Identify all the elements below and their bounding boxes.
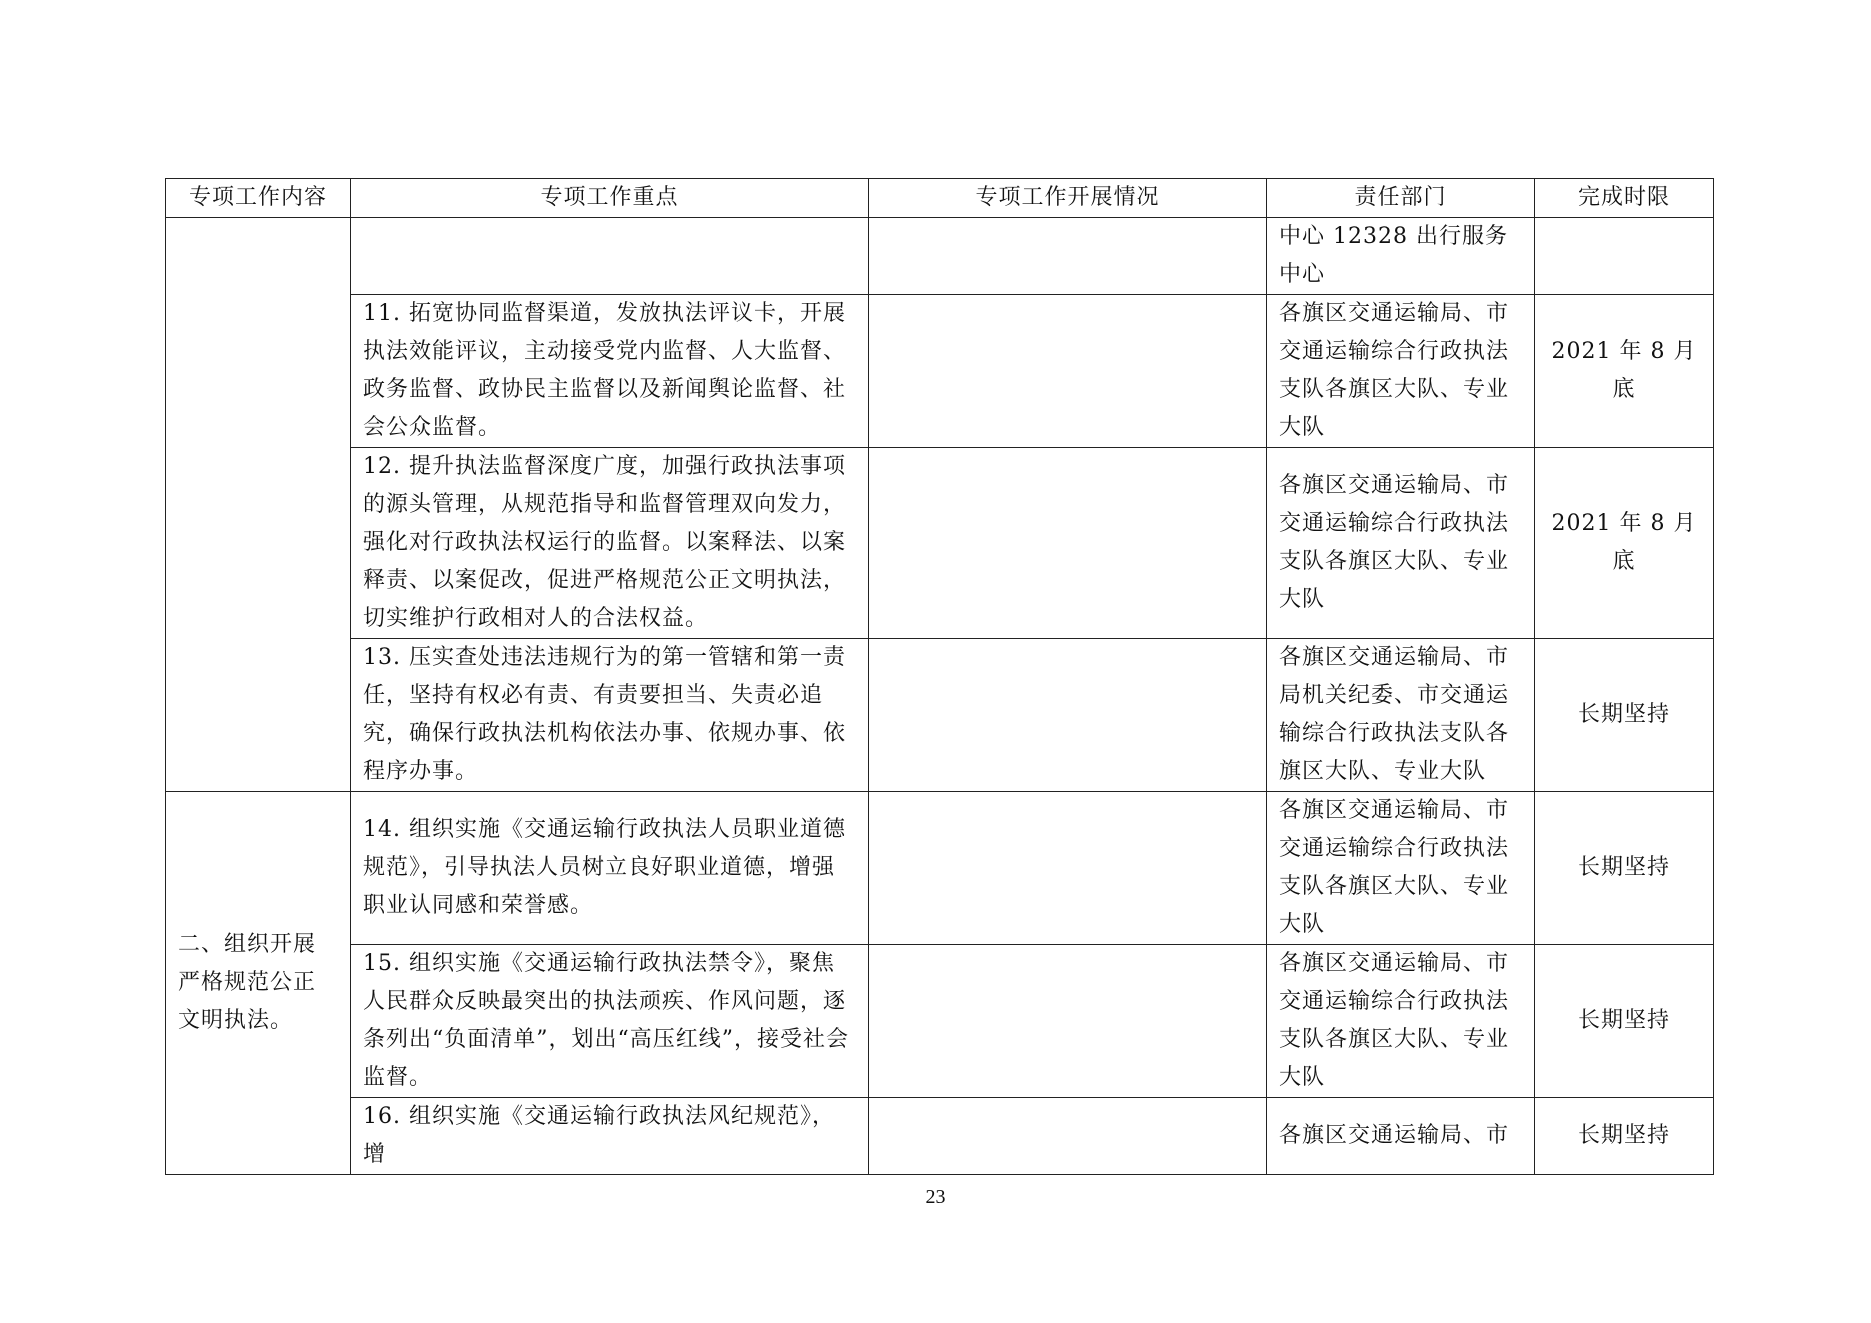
- table-header-row: [166, 179, 1714, 218]
- header-work-focus: 专项工作重点: [351, 179, 869, 218]
- focus-cell: [351, 218, 869, 295]
- deadline-cell: 长期坚持: [1535, 1098, 1714, 1175]
- focus-text: 12. 提升执法监督深度广度，加强行政执法事项的源头管理，从规范指导和监督管理双向发力，强化对行政执法权运行的监督。以案释法、以案释责、以案促改，促进严格规范公正文明执法，切实维护行政相对人的合法权益。: [363, 454, 847, 631]
- deadline-cell: 长期坚持: [1535, 792, 1714, 945]
- department-cell: [1267, 218, 1535, 295]
- work-plan-table: [165, 178, 1714, 1175]
- department-text: 中心 12328 出行服务中心: [1279, 224, 1508, 287]
- deadline-cell: 2021 年 8 月底: [1535, 295, 1714, 448]
- status-cell: [869, 448, 1267, 639]
- focus-cell: [351, 639, 869, 792]
- focus-text: 13. 压实查处违法违规行为的第一管辖和第一责任，坚持有权必有责、有责要担当、失责必追究，确保行政执法机构依法办事、依规办事、依程序办事。: [363, 645, 847, 784]
- department-cell: [1267, 639, 1535, 792]
- status-cell: [869, 639, 1267, 792]
- page-number: 23: [925, 1186, 946, 1208]
- table-row: [166, 945, 1714, 1098]
- department-text: 各旗区交通运输局、市交通运输综合行政执法支队各旗区大队、专业大队: [1279, 473, 1510, 612]
- department-cell: [1267, 792, 1535, 945]
- deadline-cell: 2021 年 8 月底: [1535, 448, 1714, 639]
- table-row: [166, 448, 1714, 639]
- focus-text: 14. 组织实施《交通运输行政执法人员职业道德规范》，引导执法人员树立良好职业道德，增强职业认同感和荣誉感。: [363, 817, 846, 918]
- content-cell: [166, 218, 351, 792]
- department-text: 各旗区交通运输局、市交通运输综合行政执法支队各旗区大队、专业大队: [1279, 798, 1510, 937]
- table-row: [166, 218, 1714, 295]
- status-cell: [869, 218, 1267, 295]
- header-department: 责任部门: [1267, 179, 1535, 218]
- table-row: [166, 1098, 1714, 1175]
- focus-cell: [351, 1098, 869, 1175]
- deadline-cell: 长期坚持: [1535, 945, 1714, 1098]
- focus-text: 16. 组织实施《交通运输行政执法风纪规范》，增: [363, 1104, 835, 1167]
- department-cell: [1267, 295, 1535, 448]
- focus-cell: [351, 295, 869, 448]
- status-cell: [869, 792, 1267, 945]
- status-cell: [869, 295, 1267, 448]
- department-cell: [1267, 448, 1535, 639]
- header-work-status: 专项工作开展情况: [869, 179, 1267, 218]
- focus-cell: [351, 792, 869, 945]
- status-cell: [869, 1098, 1267, 1175]
- deadline-cell: [1535, 218, 1714, 295]
- focus-text: 15. 组织实施《交通运输行政执法禁令》，聚焦人民群众反映最突出的执法顽疾、作风问题，逐条列出“负面清单”，划出“高压红线”，接受社会监督。: [363, 951, 849, 1090]
- status-cell: [869, 945, 1267, 1098]
- table-row: [166, 295, 1714, 448]
- focus-cell: [351, 448, 869, 639]
- table-row: [166, 792, 1714, 945]
- department-text: 各旗区交通运输局、市: [1279, 1123, 1510, 1148]
- content-cell-section-2: [166, 792, 351, 1175]
- focus-cell: [351, 945, 869, 1098]
- header-work-content: 专项工作内容: [166, 179, 351, 218]
- section-2-title: 二、组织开展严格规范公正文明执法。: [178, 932, 317, 1033]
- department-text: 各旗区交通运输局、市交通运输综合行政执法支队各旗区大队、专业大队: [1279, 301, 1510, 440]
- table-row: [166, 639, 1714, 792]
- department-cell: [1267, 1098, 1535, 1175]
- department-cell: [1267, 945, 1535, 1098]
- deadline-cell: 长期坚持: [1535, 639, 1714, 792]
- focus-text: 11. 拓宽协同监督渠道，发放执法评议卡，开展执法效能评议，主动接受党内监督、人大监督、政务监督、政协民主监督以及新闻舆论监督、社会公众监督。: [363, 301, 847, 440]
- department-text: 各旗区交通运输局、市局机关纪委、市交通运输综合行政执法支队各旗区大队、专业大队: [1279, 645, 1510, 784]
- department-text: 各旗区交通运输局、市交通运输综合行政执法支队各旗区大队、专业大队: [1279, 951, 1510, 1090]
- header-deadline: 完成时限: [1535, 179, 1714, 218]
